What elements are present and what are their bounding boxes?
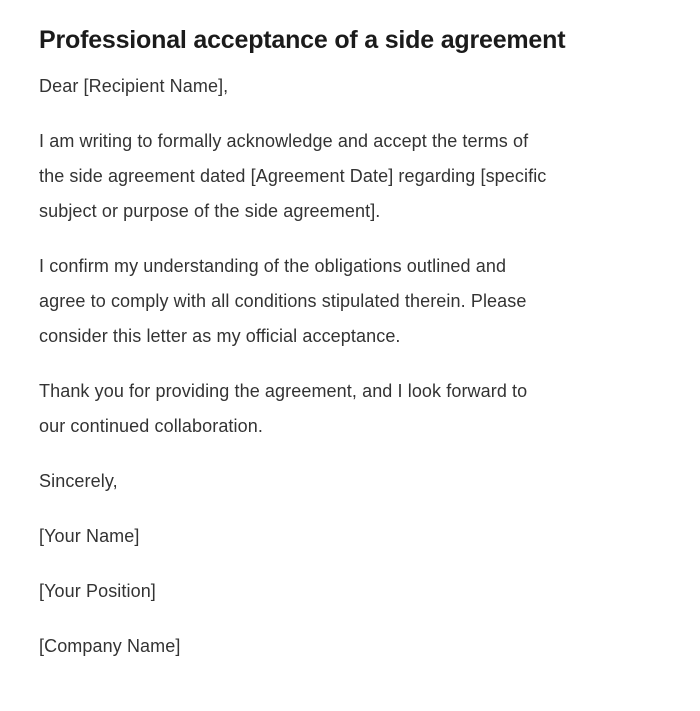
paragraph-line: I confirm my understanding of the obligations outlined and (39, 256, 507, 276)
signature-company: [Company Name] (39, 636, 181, 656)
paragraph-line: consider this letter as my official acceptance. (39, 326, 401, 346)
paragraph-line: the side agreement dated [Agreement Date] regarding [specific (39, 166, 547, 186)
paragraph-line: I am writing to formally acknowledge and accept the terms of (39, 131, 529, 151)
paragraph-line: Thank you for providing the agreement, and I look forward to (39, 381, 528, 401)
paragraph-line: subject or purpose of the side agreement]. (39, 201, 381, 221)
letter-title: Professional acceptance of a side agreement (39, 26, 566, 54)
paragraph-line: agree to comply with all conditions stipulated therein. Please (39, 291, 527, 311)
letter-paragraph-1 (39, 124, 660, 229)
letter-salutation: Dear [Recipient Name], (39, 76, 229, 96)
paragraph-line: our continued collaboration. (39, 416, 263, 436)
letter-closing: Sincerely, (39, 471, 118, 491)
signature-name: [Your Name] (39, 526, 140, 546)
letter-paragraph-2 (39, 249, 660, 354)
letter-paragraph-3 (39, 374, 660, 444)
signature-position: [Your Position] (39, 581, 156, 601)
